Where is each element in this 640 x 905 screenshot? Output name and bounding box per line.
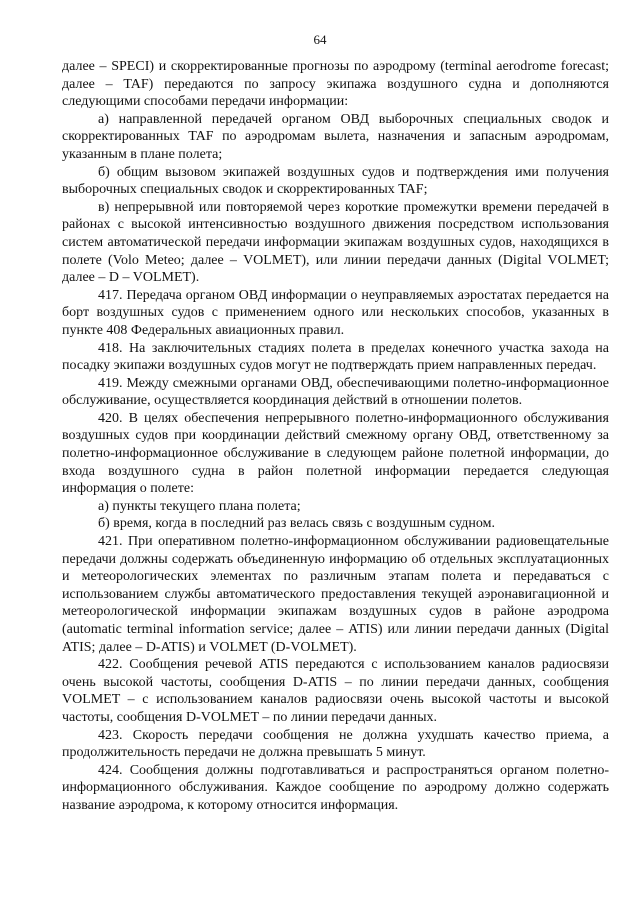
page-number: 64 bbox=[313, 32, 327, 47]
paragraph-continuation: далее – SPECI) и скорректированные прогнозы по аэродрому (terminal aerodrome forecast; далее – TAF) передаются по запросу экипажа воздушного судна и дополняются следующими способами передачи информации: bbox=[62, 59, 609, 110]
paragraph-item-v: в) непрерывной или повторяемой через короткие промежутки времени передачей в районах с высокой интенсивностью воздушного движения посредством использования систем автоматической передачи информации экипажам воздушных судов, находящихся в полете (Volo Meteo; далее – VOLMET), или линии передачи данных (Digital VOLMET; далее – D – VOLMET). bbox=[62, 199, 609, 286]
paragraph-422: 422. Сообщения речевой ATIS передаются с использованием каналов радиосвязи очень высокой частоты, сообщения D-ATIS – по линии передачи данных, сообщения VOLMET – с использованием каналов радиосвязи очень высокой частоты и высокой частоты, сообщения D-VOLMET – по линии передачи данных. bbox=[62, 657, 609, 725]
paragraph-418: 418. На заключительных стадиях полета в пределах конечного участка захода на посадку экипажи воздушных судов могут не подтверждать прием направленных передач. bbox=[62, 340, 609, 374]
paragraph-420-item-a: а) пункты текущего плана полета; bbox=[98, 498, 301, 514]
paragraph-419: 419. Между смежными органами ОВД, обеспечивающими полетно-информационное обслуживание, осуществляется координация действий в отношении полетов. bbox=[62, 375, 609, 409]
paragraph-420: 420. В целях обеспечения непрерывного полетно-информационного обслуживания воздушных судов при координации действий смежному органу ОВД, ответственному за полетно-информационное обслуживание в следующем районе полетной информации, до входа воздушного судна в район полетной информации передается следующая информация о полете: bbox=[62, 410, 609, 497]
document-body bbox=[62, 58, 609, 815]
paragraph-421: 421. При оперативном полетно-информационном обслуживании радиовещательные передачи должны содержать объединенную информацию об отдельных эксплуатационных и метеорологических элементах по различным этапам полета и передаваться с использованием службы автоматического предоставления текущей аэронавигационной и метеорологической информации экипажам воздушных судов в районе аэродрома (automatic terminal information service; далее – ATIS) или линии передачи данных (Digital ATIS; далее – D-ATIS) и VOLMET (D-VOLMET). bbox=[62, 534, 609, 655]
paragraph-424: 424. Сообщения должны подготавливаться и распространяться органом полетно-информационного обслуживания. Каждое сообщение по аэродрому должно содержать название аэродрома, к которому относится информация. bbox=[62, 762, 609, 813]
paragraph-item-b: б) общим вызовом экипажей воздушных судов и подтверждения ими получения выборочных специальных сводок и скорректированных TAF; bbox=[62, 164, 609, 198]
paragraph-417: 417. Передача органом ОВД информации о неуправляемых аэростатах передается на борт воздушных судов с применением одного или нескольких способов, указанных в пункте 408 Федеральных авиационных правил. bbox=[62, 287, 609, 338]
paragraph-420-item-b: б) время, когда в последний раз велась связь с воздушным судном. bbox=[98, 516, 495, 532]
paragraph-423: 423. Скорость передачи сообщения не должна ухудшать качество приема, а продолжительность передачи не должна превышать 5 минут. bbox=[62, 727, 609, 761]
paragraph-item-a: а) направленной передачей органом ОВД выборочных специальных сводок и скорректированных TAF по аэродромам вылета, назначения и запасным аэродромам, указанным в плане полета; bbox=[62, 111, 609, 162]
